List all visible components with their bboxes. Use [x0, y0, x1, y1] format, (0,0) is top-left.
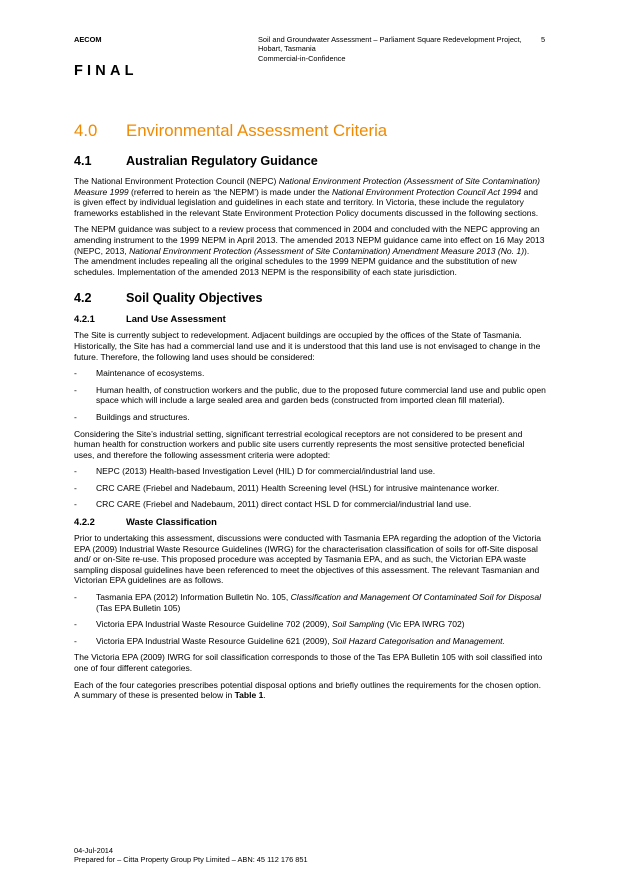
subsection-title: Soil Quality Objectives: [126, 291, 263, 306]
sub-subsection-title: Land Use Assessment: [126, 313, 226, 325]
list-item: - CRC CARE (Friebel and Nadebaum, 2011) direct contact HSL D for commercial/industrial land use.: [74, 499, 472, 510]
footer: [74, 846, 308, 865]
list-item: - Maintenance of ecosystems.: [74, 368, 205, 379]
list-item: [74, 636, 546, 647]
list-item: [74, 619, 546, 630]
text-run: The NEPM guidance was subject to a review process that commenced in 2004 and concluded with the NEPC approving an amending instrument to the 1999 NEPM in April 2013. The amended 2013 NEPM guidance came into effect on 16 May 2013 (NEPC, 2013,: [74, 224, 545, 256]
page-number: 5: [541, 35, 546, 44]
italic-title: Soil Hazard Categorisation and Management.: [331, 635, 505, 646]
dash-marker: -: [74, 635, 77, 646]
dash-marker: -: [74, 482, 77, 493]
paragraph: The Site is currently subject to redevelopment. Adjacent buildings are occupied by the offices of the State of Tasmania. Historically, the Site has had a commercial land use and it is understood that this land use is not envisaged to change in the future. Therefore, the following land uses should be considered:: [74, 330, 541, 362]
italic-title: National Environment Protection (Assessment of Site Contamination) Measure 1999: [74, 176, 541, 197]
dash-marker: -: [74, 384, 77, 395]
sub-subsection-heading: [74, 313, 546, 324]
italic-title: National Environment Protection Council Act 1994: [331, 186, 522, 197]
dash-marker: -: [74, 619, 77, 630]
document-title-line: Hobart, Tasmania: [258, 44, 316, 54]
subsection-number: 4.2: [74, 291, 92, 306]
italic-title: Classification and Management Of Contaminated Soil for Disposal: [290, 592, 541, 603]
document-title-line: Soil and Groundwater Assessment – Parliament Square Redevelopment Project,: [258, 35, 522, 44]
paragraph: [74, 224, 546, 277]
dash-marker: -: [74, 499, 77, 510]
text-run: ). The amendment includes repealing all the original schedules to the 1999 NEPM guidance and the substitution of new schedules. Implementation of the amended 2013 NEPM is the responsibility of each state jurisdiction.: [74, 245, 530, 277]
list-item: - Human health, of construction workers and the public, due to the proposed future commercial land use and public open space which will include a large sealed area and garden beds (constructed from imported clean fill material).: [74, 384, 546, 406]
page-body: [74, 121, 546, 707]
paragraph: Each of the four categories prescribes potential disposal options and briefly outlines the requirements for the chosen option. A summary of these is presented below in Table 1.: [74, 679, 542, 701]
dash-marker: -: [74, 592, 77, 603]
text-run: Victoria EPA Industrial Waste Resource Guideline 702 (2009),: [96, 619, 332, 630]
dash-marker: -: [74, 368, 77, 379]
sub-subsection-heading: [74, 516, 546, 527]
list-item: - CRC CARE (Friebel and Nadebaum, 2011) Health Screening level (HSL) for intrusive maintenance worker.: [74, 482, 500, 493]
confidentiality-label: Commercial-in-Confidence: [258, 53, 346, 63]
text-run: and is given effect by individual legislation and guidelines in each state and territory. In Victoria, these include the regulatory frameworks established in the relevant State Environment Protection Policy documents discussed in the following sections.: [74, 186, 539, 218]
section-title: Environmental Assessment Criteria: [126, 121, 388, 140]
sub-subsection-title: Waste Classification: [126, 516, 217, 528]
paragraph: The Victoria EPA (2009) IWRG for soil classification corresponds to those of the Tas EPA Bulletin 105 with soil classified into one of four different categories.: [74, 652, 543, 673]
list-item: - NEPC (2013) Health-based Investigation Level (HIL) D for commercial/industrial land use.: [74, 466, 436, 477]
text-run: (referred to herein as ‘the NEPM’) is made under the: [128, 186, 332, 197]
dash-marker: -: [74, 466, 77, 477]
sub-subsection-number: 4.2.2: [74, 516, 95, 528]
dash-marker: -: [74, 411, 77, 422]
company-name: AECOM: [74, 35, 102, 44]
document-status: FINAL: [74, 63, 138, 79]
bullet-list: [74, 368, 546, 422]
subsection-heading: [74, 154, 546, 168]
paragraph: [74, 176, 546, 218]
footer-date: 04-Jul-2014: [74, 846, 114, 855]
section-heading: [74, 121, 546, 141]
bullet-list: [74, 592, 546, 646]
section-number: 4.0: [74, 121, 98, 140]
bullet-list: [74, 466, 546, 510]
paragraph: Considering the Site’s industrial setting, significant terrestrial ecological receptors are not considered to be present and human health for construction workers and public site users currently represents the most sensitive protected beneficial uses, and therefore the following assessment criteria were adopted:: [74, 428, 525, 460]
italic-title: Soil Sampling: [331, 619, 385, 630]
subsection-heading: [74, 291, 546, 305]
table-reference[interactable]: Table 1: [234, 690, 264, 701]
text-run: (Vic EPA IWRG 702): [384, 619, 465, 630]
list-item: [74, 592, 546, 613]
text-run: Tasmania EPA (2012) Information Bulletin No. 105,: [96, 592, 291, 603]
footer-prepared-for: Prepared for – Citta Property Group Pty Limited – ABN: 45 112 176 851: [74, 855, 308, 865]
paragraph: Prior to undertaking this assessment, discussions were conducted with Tasmania EPA regarding the adoption of the Victoria EPA (2009) Industrial Waste Resource Guidelines (IWRG) for the characterisation classification of soils for off-Site disposal and/ or on-Site re-use. This proposed procedure was accepted by Tasmania EPA, and as such, the Victorian EPA waste sampling disposal guidelines have been referenced to meet the objectives of this assessment. The relevant Tasmanian and Victorian EPA guidelines are as follows.: [74, 533, 542, 586]
italic-title: National Environment Protection (Assessment of Site Contamination) Amendment Measure 2013 (No. 1): [129, 245, 525, 256]
text-run: The National Environment Protection Council (NEPC): [74, 176, 279, 186]
subsection-title: Australian Regulatory Guidance: [126, 154, 318, 168]
text-run: Victoria EPA Industrial Waste Resource Guideline 621 (2009),: [96, 635, 332, 646]
text-run: (Tas EPA Bulletin 105): [96, 602, 181, 613]
sub-subsection-number: 4.2.1: [74, 313, 95, 325]
list-item: - Buildings and structures.: [74, 411, 190, 422]
subsection-number: 4.1: [74, 154, 92, 168]
document-title: [258, 35, 528, 63]
